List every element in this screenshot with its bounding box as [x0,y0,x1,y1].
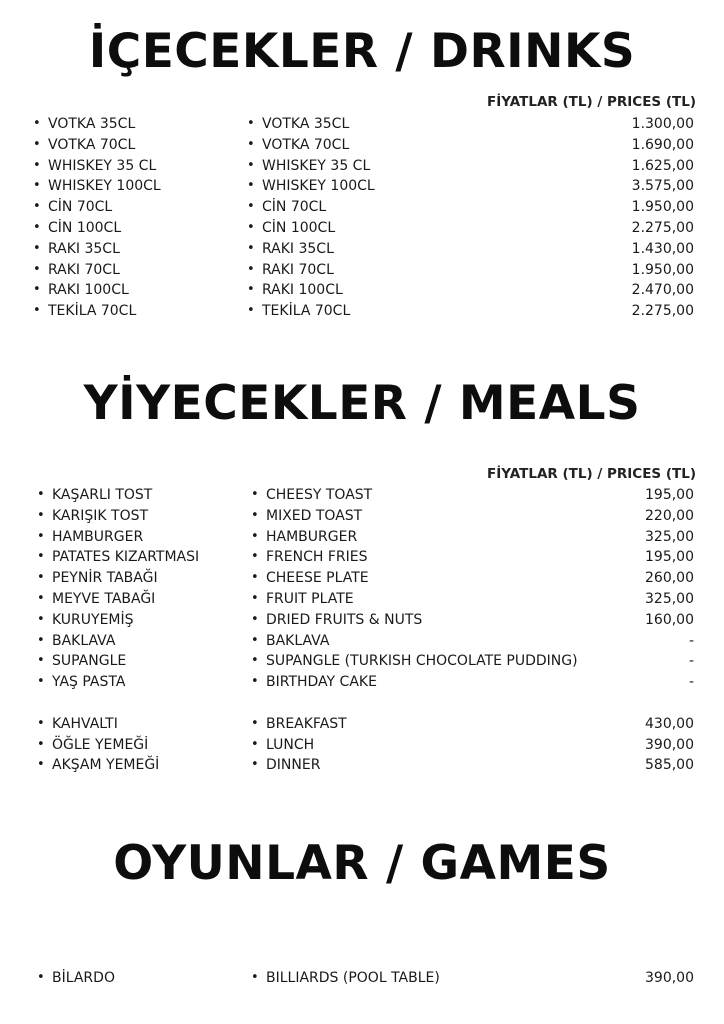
list-item [0,485,724,506]
games-title: OYUNLAR / GAMES [113,836,611,891]
item-price: 160,00 [645,611,694,628]
list-item [0,568,724,589]
list-item [0,672,724,693]
drinks-list [0,114,724,322]
list-item [0,218,724,239]
item-name-tr: • RAKI 100CL [48,280,129,301]
item-price: 2.470,00 [631,282,694,299]
item-price: 390,00 [645,736,694,753]
item-price: 430,00 [645,715,694,732]
item-price: 1.430,00 [631,240,694,257]
list-item [0,176,724,197]
item-name-tr: • SUPANGLE [52,651,126,672]
item-name-en: • BIRTHDAY CAKE [266,672,377,693]
item-name-en: • VOTKA 70CL [262,135,349,156]
item-price: - [688,632,694,649]
item-name-tr: • VOTKA 70CL [48,135,135,156]
drinks-title: İÇECEKLER / DRINKS [88,24,636,79]
item-name-tr: • BİLARDO [52,968,115,989]
item-price: 220,00 [645,507,694,524]
item-price: 325,00 [645,528,694,545]
list-item [0,280,724,301]
item-price: 325,00 [645,590,694,607]
item-name-tr: • YAŞ PASTA [52,672,125,693]
item-name-tr: • KARIŞIK TOST [52,506,148,527]
item-price: 260,00 [645,570,694,587]
item-name-en: • TEKİLA 70CL [262,301,350,322]
list-item [0,301,724,322]
item-price: - [688,653,694,670]
item-name-en: • VOTKA 35CL [262,114,349,135]
list-item [0,197,724,218]
item-name-tr: • CİN 100CL [48,218,121,239]
list-item [0,239,724,260]
list-item [0,651,724,672]
item-price: - [688,674,694,691]
item-name-en: • CİN 100CL [262,218,335,239]
list-item [0,631,724,652]
item-name-en: • FRENCH FRIES [266,547,368,568]
list-item [0,735,724,756]
list-item [0,260,724,281]
item-name-en: • BREAKFAST [266,714,347,735]
list-item [0,547,724,568]
item-name-en: • CHEESY TOAST [266,485,372,506]
item-name-tr: • PATATES KIZARTMASI [52,547,199,568]
item-price: 390,00 [645,970,694,986]
item-name-tr: • ÖĞLE YEMEĞİ [52,735,148,756]
item-name-en: • MIXED TOAST [266,506,362,527]
item-name-en: • DINNER [266,755,320,776]
meals-title: YİYECEKLER / MEALS [83,376,641,431]
item-name-tr: • RAKI 70CL [48,260,120,281]
item-name-tr: • WHISKEY 100CL [48,176,161,197]
item-name-tr: • VOTKA 35CL [48,114,135,135]
item-name-en: • BILLIARDS (POOL TABLE) [266,968,440,989]
item-name-en: • RAKI 35CL [262,239,334,260]
list-item [0,506,724,527]
meals-price-header: FİYATLAR (TL) / PRICES (TL) [487,466,696,482]
item-price: 585,00 [645,757,694,774]
list-item [0,114,724,135]
list-item [0,156,724,177]
list-item [0,135,724,156]
item-name-en: • CHEESE PLATE [266,568,369,589]
item-name-en: • DRIED FRUITS & NUTS [266,610,422,631]
item-name-tr: • BAKLAVA [52,631,115,652]
list-item [0,527,724,548]
meals-list [0,485,724,776]
item-price: 1.300,00 [631,116,694,132]
item-name-en: • HAMBURGER [266,527,357,548]
item-price: 1.950,00 [631,261,694,278]
list-item [0,589,724,610]
item-name-tr: • WHISKEY 35 CL [48,156,156,177]
item-name-en: • CİN 70CL [262,197,326,218]
list-item [0,968,724,989]
item-price: 3.575,00 [631,178,694,195]
item-name-en: • WHISKEY 100CL [262,176,375,197]
item-name-en: • FRUIT PLATE [266,589,354,610]
item-name-tr: • HAMBURGER [52,527,143,548]
item-name-tr: • CİN 70CL [48,197,112,218]
list-item [0,755,724,776]
item-name-tr: • TEKİLA 70CL [48,301,136,322]
item-price: 2.275,00 [631,303,694,320]
item-price: 195,00 [645,549,694,566]
item-price: 1.625,00 [631,157,694,174]
list-item [0,714,724,735]
item-name-tr: • RAKI 35CL [48,239,120,260]
item-name-en: • WHISKEY 35 CL [262,156,370,177]
drinks-price-header: FİYATLAR (TL) / PRICES (TL) [487,94,696,110]
games-list [0,968,724,989]
item-name-en: • RAKI 100CL [262,280,343,301]
item-price: 2.275,00 [631,219,694,236]
item-name-tr: • KAŞARLI TOST [52,485,152,506]
item-price: 1.950,00 [631,199,694,216]
item-name-tr: • AKŞAM YEMEĞİ [52,755,159,776]
item-name-en: • SUPANGLE (TURKISH CHOCOLATE PUDDING) [266,651,578,672]
item-name-tr: • KAHVALTI [52,714,118,735]
item-name-en: • RAKI 70CL [262,260,334,281]
item-price: 1.690,00 [631,136,694,153]
item-price: 195,00 [645,487,694,503]
item-name-en: • BAKLAVA [266,631,329,652]
item-name-tr: • KURUYEMİŞ [52,610,134,631]
list-item [0,610,724,631]
list-spacer [0,693,724,714]
item-name-tr: • PEYNİR TABAĞI [52,568,158,589]
item-name-tr: • MEYVE TABAĞI [52,589,155,610]
item-name-en: • LUNCH [266,735,314,756]
